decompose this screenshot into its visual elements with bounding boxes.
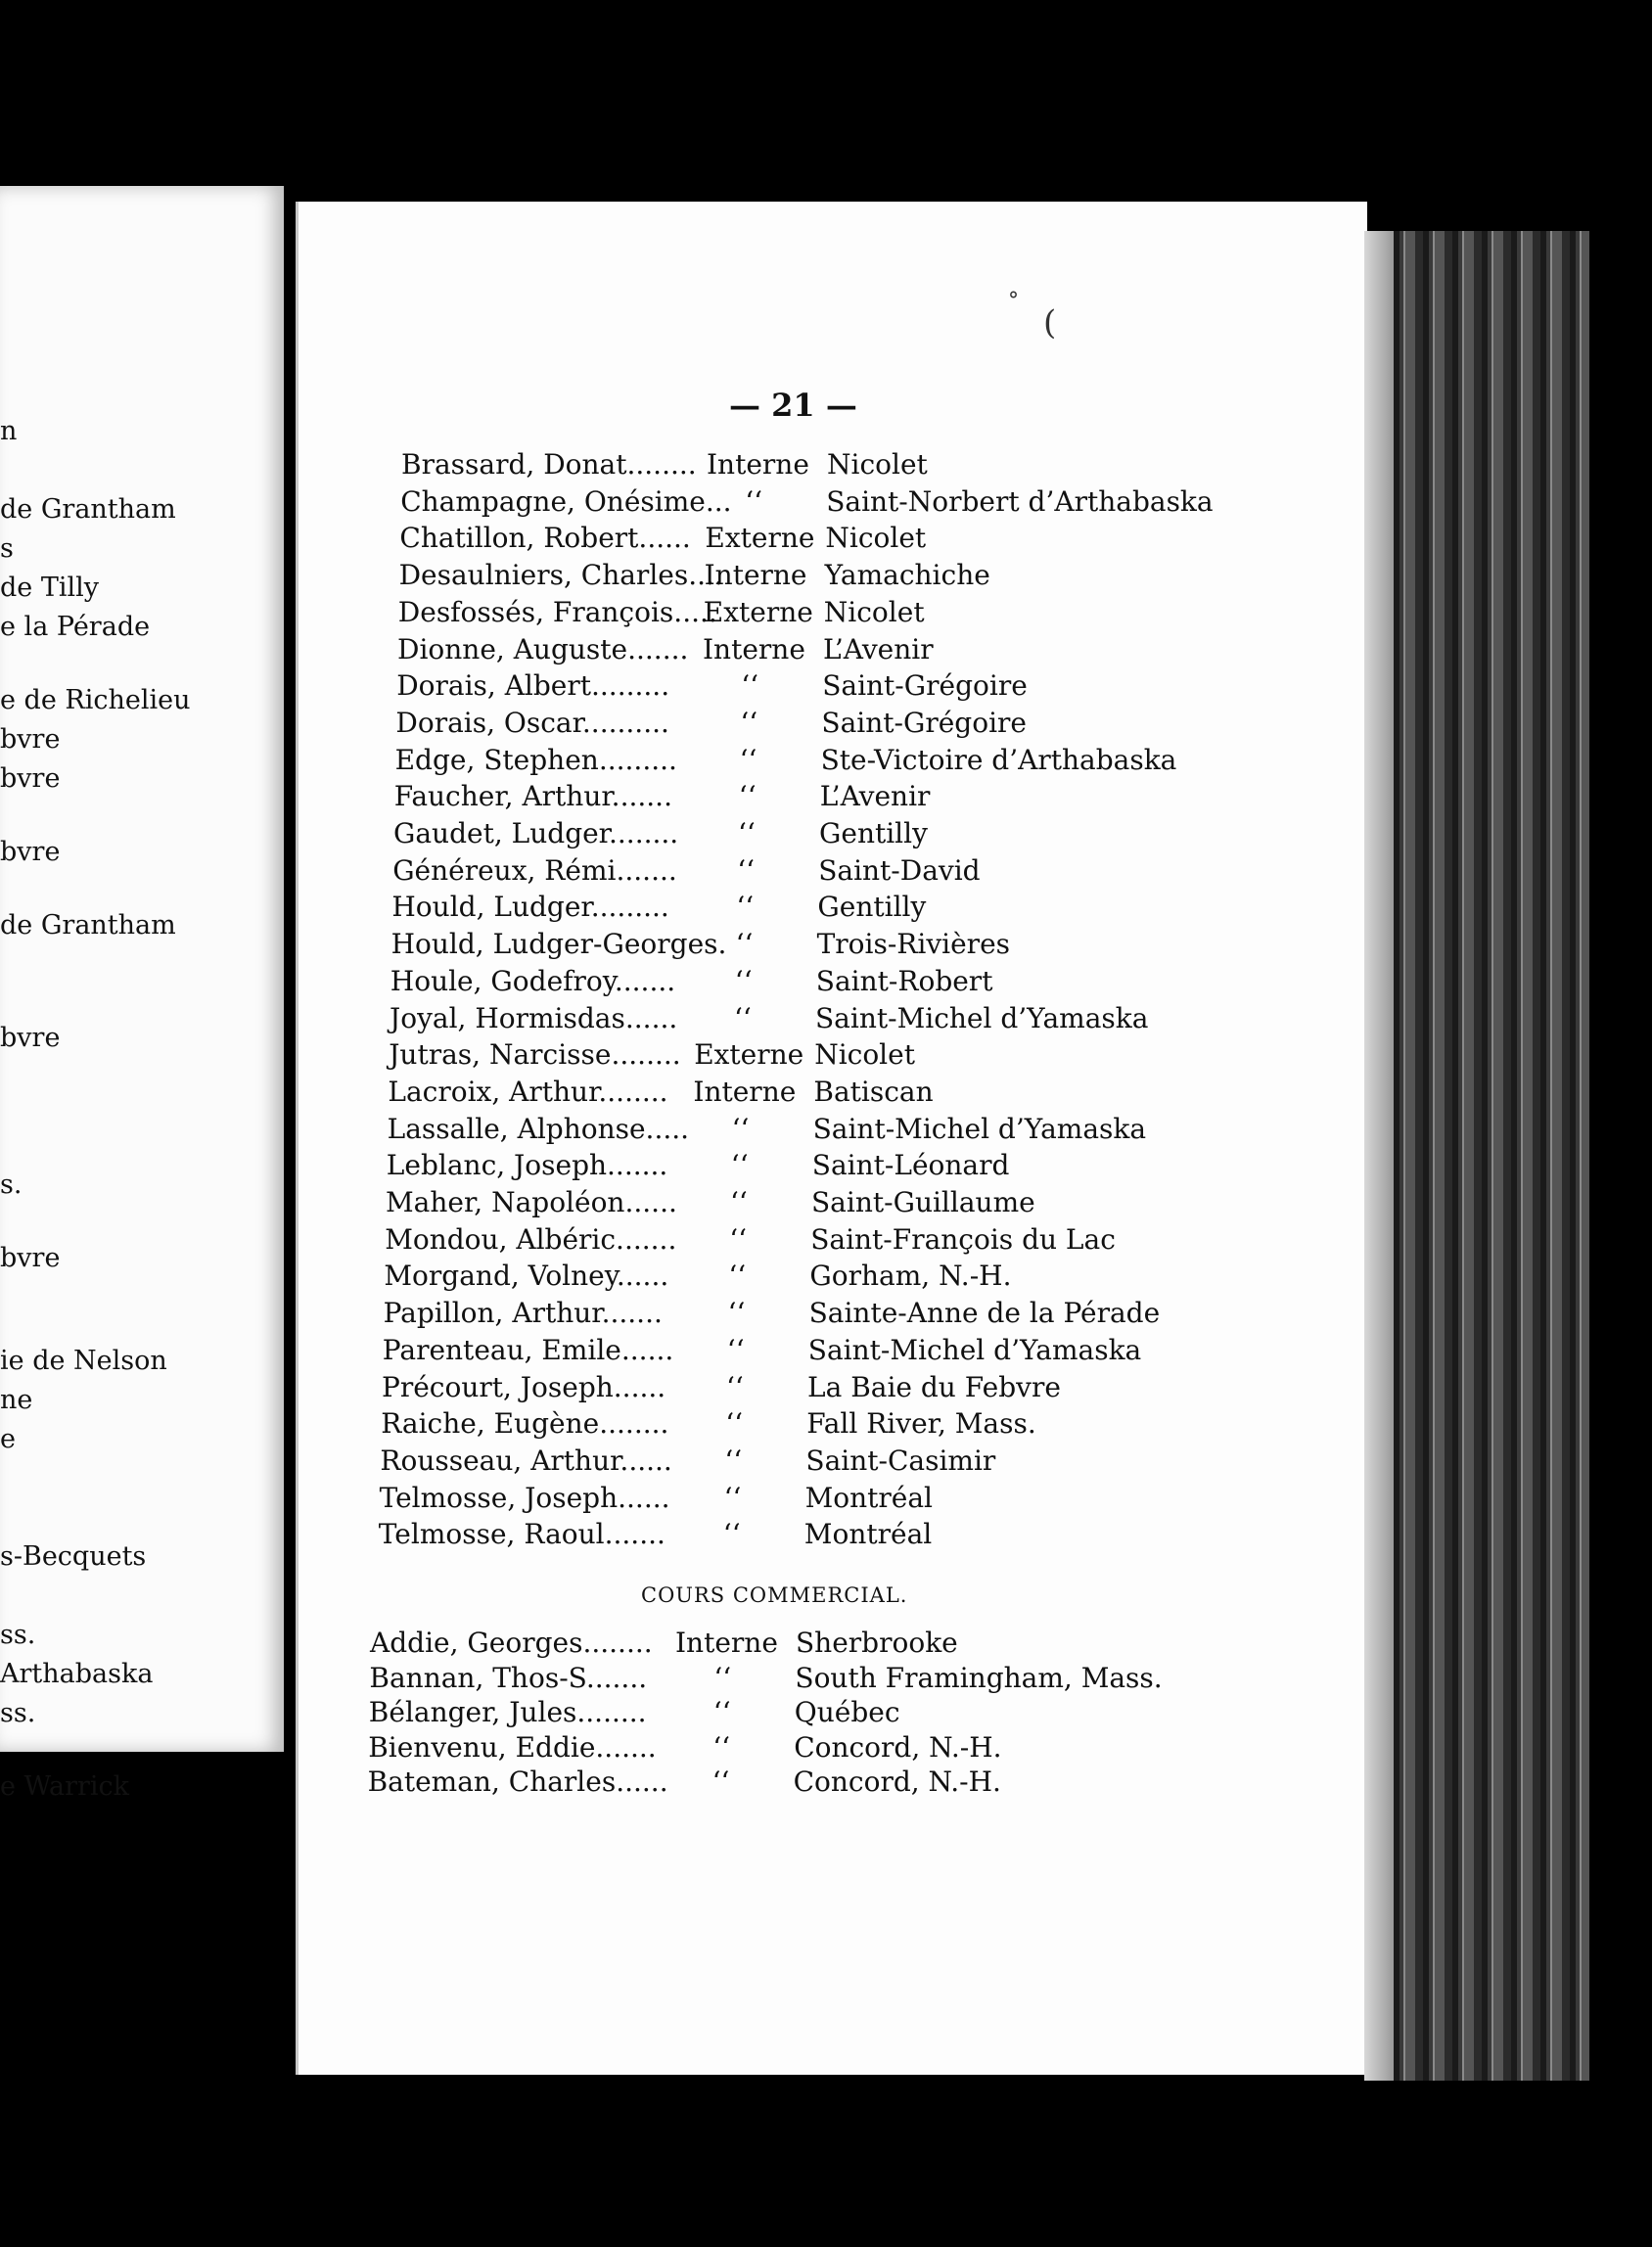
student-status: Externe [703, 595, 813, 628]
student-hometown: Nicolet [814, 1038, 915, 1072]
left-page-line: e la Pérade [0, 612, 151, 642]
student-name: Généreux, Rémi....... [392, 853, 677, 887]
student-name: Bélanger, Jules........ [368, 1696, 647, 1728]
student-name: Papillon, Arthur....... [383, 1297, 663, 1330]
student-status: ‘‘ [739, 743, 757, 776]
student-hometown: Montréal [803, 1518, 933, 1551]
student-name: Parenteau, Emile...... [382, 1333, 674, 1366]
left-page-line: e [0, 1424, 16, 1454]
student-hometown: Saint-Grégoire [822, 669, 1028, 703]
left-page-line: bvre [0, 837, 61, 867]
student-hometown: Concord, N.-H. [794, 1730, 1002, 1764]
student-status: ‘‘ [725, 1407, 743, 1441]
student-status: Interne [707, 448, 809, 481]
student-hometown: Saint-Léonard [811, 1149, 1010, 1182]
left-page-line: s-Becquets [0, 1541, 147, 1572]
page-number: — 21 — [729, 387, 857, 424]
student-status: ‘‘ [724, 1444, 743, 1477]
student-status: ‘‘ [729, 1222, 747, 1256]
left-page-line: de Grantham [0, 910, 176, 940]
student-name: Edge, Stephen......... [394, 743, 677, 776]
student-status: ‘‘ [738, 817, 756, 849]
student-name: Jutras, Narcisse........ [389, 1038, 681, 1072]
student-name: Champagne, Onésime... [400, 484, 732, 518]
student-status: ‘‘ [735, 928, 754, 961]
student-name: Houle, Godefroy....... [390, 964, 676, 997]
student-status: ‘‘ [741, 669, 758, 703]
student-hometown: Saint-Casimir [805, 1444, 996, 1477]
student-name: Addie, Georges........ [370, 1627, 653, 1659]
student-status: ‘‘ [712, 1730, 730, 1764]
student-status: ‘‘ [731, 1112, 750, 1145]
student-name: Dorais, Oscar.......... [395, 706, 669, 739]
student-hometown: Gentilly [819, 817, 928, 849]
left-page-line: ss. [0, 1620, 36, 1650]
ink-mark: ( [1043, 303, 1057, 343]
student-name: Telmosse, Raoul....... [378, 1518, 665, 1551]
student-hometown: Fall River, Mass. [806, 1407, 1036, 1441]
student-hometown: Ste-Victoire d’Arthabaska [820, 743, 1177, 776]
student-hometown: L’Avenir [819, 780, 931, 813]
student-name: Bienvenu, Eddie....... [368, 1730, 657, 1764]
student-status: ‘‘ [740, 706, 758, 739]
student-name: Brassard, Donat........ [401, 448, 697, 481]
student-hometown: Saint-Michel d’Yamaska [807, 1333, 1142, 1366]
student-name: Leblanc, Joseph....... [386, 1149, 668, 1182]
book-page-edges [1364, 231, 1589, 2081]
student-name: Hould, Ludger-Georges. [390, 928, 727, 961]
left-page-line: bvre [0, 763, 61, 794]
student-hometown: L’Avenir [823, 632, 934, 665]
student-hometown: Saint-Robert [815, 964, 993, 997]
student-hometown: Saint-Grégoire [821, 706, 1027, 739]
student-status: ‘‘ [723, 1481, 742, 1514]
student-status: ‘‘ [726, 1333, 745, 1366]
student-name: Bateman, Charles...... [367, 1766, 668, 1798]
student-hometown: Nicolet [823, 595, 925, 628]
student-status: Externe [694, 1038, 804, 1072]
student-hometown: Concord, N.-H. [793, 1766, 1001, 1798]
section-heading: COURS COMMERCIAL. [641, 1583, 908, 1607]
student-status: ‘‘ [726, 1370, 744, 1403]
student-name: Rousseau, Arthur...... [380, 1444, 672, 1477]
left-page-line: de Tilly [0, 573, 100, 603]
student-status: ‘‘ [734, 1001, 752, 1034]
left-page-line: ie de Nelson [0, 1346, 167, 1376]
student-status: Externe [705, 522, 815, 555]
left-page-line: n [0, 416, 18, 446]
student-status: Interne [704, 559, 807, 592]
left-page-line: Arthabaska [0, 1659, 154, 1689]
student-status: ‘‘ [736, 891, 755, 924]
student-hometown: Sainte-Anne de la Pérade [808, 1297, 1161, 1330]
student-name: Gaudet, Ludger........ [393, 817, 679, 849]
student-hometown: Yamachiche [824, 559, 990, 592]
left-page-line: ss. [0, 1698, 36, 1728]
student-name: Joyal, Hormisdas...... [390, 1001, 678, 1034]
student-hometown: Saint-Michel d’Yamaska [815, 1001, 1149, 1034]
student-hometown: Montréal [804, 1481, 934, 1514]
left-page-line: e Warrick [0, 1771, 129, 1802]
student-name: Raiche, Eugène........ [381, 1407, 669, 1441]
student-status: ‘‘ [711, 1766, 730, 1798]
student-hometown: Saint-Guillaume [811, 1186, 1035, 1218]
student-name: Maher, Napoléon...... [386, 1186, 677, 1218]
left-page-line: s. [0, 1169, 23, 1200]
student-name: Faucher, Arthur....... [393, 780, 672, 813]
student-name: Desfossés, François..... [397, 595, 717, 628]
student-name: Dorais, Albert......... [396, 669, 670, 703]
student-name: Desaulniers, Charles.... [398, 559, 723, 592]
student-status: Interne [675, 1627, 778, 1659]
left-page-line: de Grantham [0, 494, 176, 525]
student-name: Dionne, Auguste....... [397, 632, 689, 665]
student-status: ‘‘ [737, 853, 755, 887]
student-status: ‘‘ [745, 484, 762, 518]
student-name: Lassalle, Alphonse..... [387, 1112, 690, 1145]
student-name: Bannan, Thos-S....... [369, 1661, 648, 1694]
student-hometown: Batiscan [813, 1075, 934, 1108]
student-hometown: Saint-Norbert d’Arthabaska [826, 484, 1214, 518]
left-page-line: s [0, 533, 14, 564]
student-hometown: Trois-Rivières [816, 928, 1011, 961]
student-name: Morgand, Volney...... [384, 1260, 669, 1293]
previous-page [0, 186, 284, 1802]
student-hometown: Nicolet [827, 448, 928, 481]
student-name: Précourt, Joseph...... [382, 1370, 666, 1403]
student-status: Interne [693, 1075, 797, 1108]
student-hometown: South Framingham, Mass. [795, 1661, 1163, 1694]
left-page-line: bvre [0, 724, 61, 755]
student-hometown: La Baie du Febvre [807, 1370, 1061, 1403]
student-hometown: Saint-Michel d’Yamaska [812, 1112, 1147, 1145]
student-hometown: Gentilly [817, 891, 927, 924]
left-page-line: ne [0, 1385, 33, 1415]
student-name: Chatillon, Robert...... [399, 522, 691, 555]
left-page-line: e de Richelieu [0, 685, 191, 715]
student-status: ‘‘ [730, 1186, 748, 1218]
student-name: Lacroix, Arthur........ [388, 1075, 668, 1108]
student-hometown: Nicolet [825, 522, 927, 555]
student-name: Hould, Ludger......... [391, 891, 669, 924]
student-name: Mondou, Albéric....... [385, 1222, 677, 1256]
student-status: ‘‘ [738, 780, 757, 813]
student-status: ‘‘ [722, 1518, 741, 1551]
student-hometown: Saint-François du Lac [810, 1222, 1116, 1256]
left-page-line: bvre [0, 1243, 61, 1273]
student-status: ‘‘ [730, 1149, 749, 1182]
student-status: ‘‘ [734, 964, 753, 997]
student-status: ‘‘ [727, 1297, 746, 1330]
student-status: Interne [703, 632, 805, 665]
ink-mark: ° [1008, 289, 1019, 313]
student-status: ‘‘ [713, 1661, 732, 1694]
student-name: Telmosse, Joseph...... [379, 1481, 670, 1514]
student-status: ‘‘ [712, 1696, 731, 1728]
left-page-line: bvre [0, 1023, 61, 1053]
student-hometown: Saint-David [818, 853, 981, 887]
student-hometown: Sherbrooke [796, 1627, 958, 1659]
student-status: ‘‘ [728, 1260, 747, 1293]
student-hometown: Québec [794, 1696, 900, 1728]
student-hometown: Gorham, N.-H. [809, 1260, 1012, 1293]
